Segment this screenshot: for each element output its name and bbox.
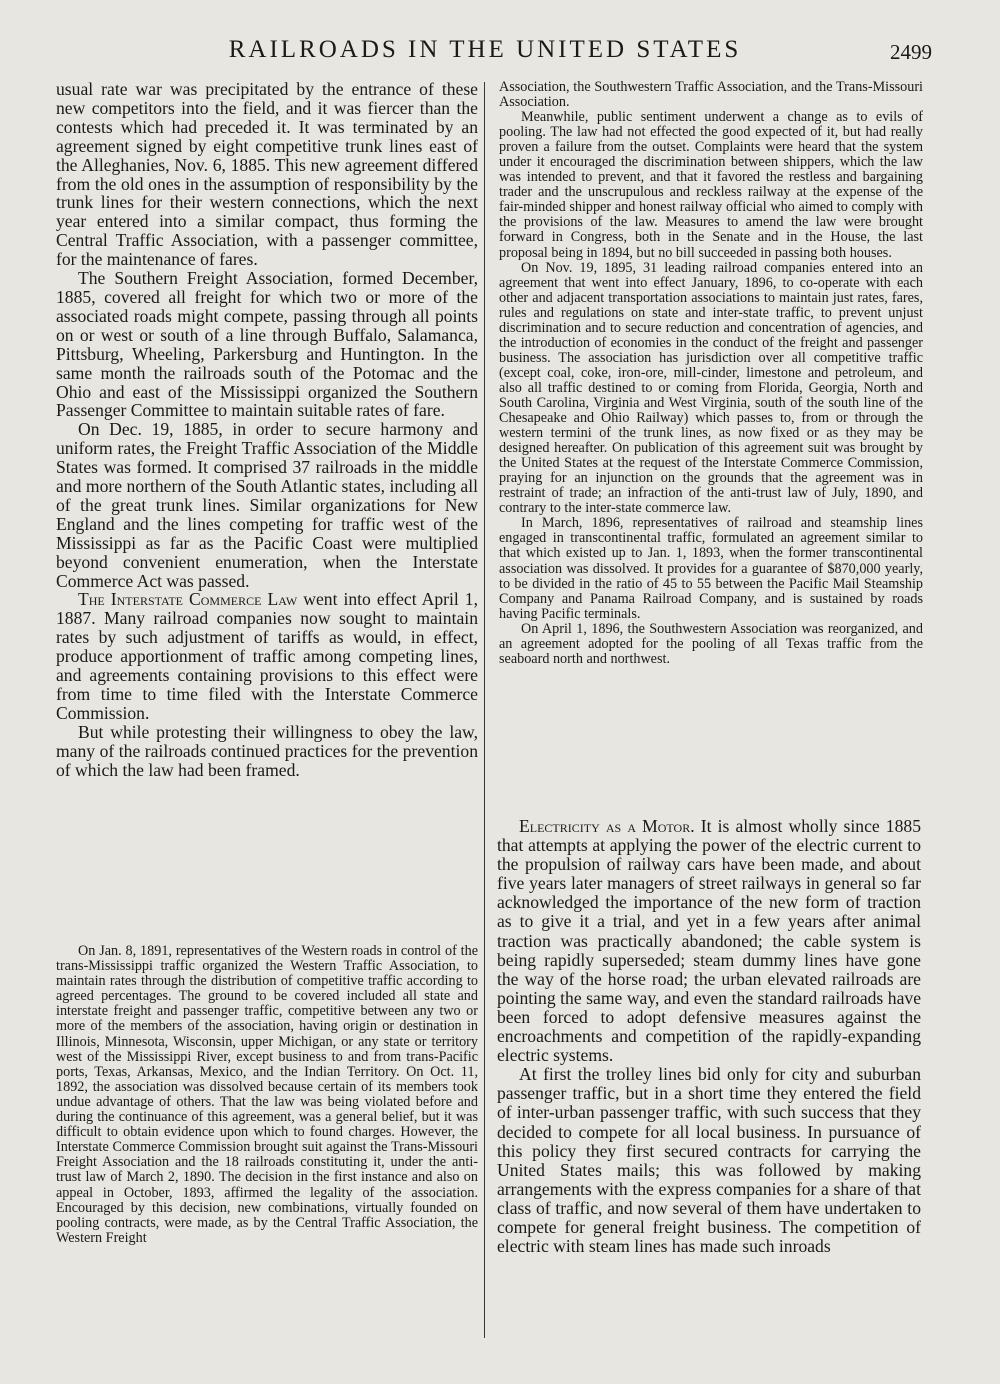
left-column-note <box>56 944 478 1246</box>
note-western-traffic: On Jan. 8, 1891, representatives of the Western roads in control of the trans-Mississippi traffic organized the Western Traffic Association, to maintain rates through the distribution of competitive traffic according to agreed percentages. The ground to be covered included all state and interstate freight and passenger traffic, competitive between any two or more of the members of the association, having origin or destination in Illinois, Minnesota, Wisconsin, upper Michigan, or any state or territory west of the Mississippi River, except business to and from trans-Pacific ports, Texas, Arkansas, Mexico, and the Indian Territory. On Oct. 11, 1892, the association was dissolved because certain of its members took undue advantage of others. That the law was being violated before and during the continuance of this agreement, was a general belief, but it was difficult to obtain evidence upon which to found charges. However, the Interstate Commerce Commission brought suit against the Trans-Missouri Freight Association and the 18 railroads constituting it, under the anti-trust law of March 2, 1890. The decision in the first instance and also on appeal in October, 1893, affirmed the legality of the association. Encouraged by this decision, new combinations, virtually founded on pooling contracts, were made, as by the Central Traffic Association, the Western Freight <box>56 943 478 1246</box>
note-association-continued: Association, the Southwestern Traffic Association, and the Trans-Missouri Association. <box>499 79 923 111</box>
running-head: RAILROADS IN THE UNITED STATES <box>228 36 742 63</box>
paragraph-middle-states: On Dec. 19, 1885, in order to secure harmony and uniform rates, the Freight Traffic Association of the Middle States was formed. It comprised 37 railroads in the middle and more northern of the South Atlantic states, including all of the great trunk lines. Similar organizations for New England and the lines competing for traffic west of the Mississippi as far as the Pacific Coast were multiplied beyond convenient enumeration, when the Interstate Commerce Act was passed. <box>56 419 478 591</box>
paragraph-interstate-law <box>56 590 478 722</box>
page-number: 2499 <box>890 40 932 64</box>
note-public-sentiment: Meanwhile, public sentiment underwent a change as to evils of pooling. The law had not effected the good expected of it, but had really proven a failure from the outset. Complaints were heard that the system under it encouraged the discrimination between shippers, which the law was intended to prevent, and that it favored the restless and bargaining trader and the unscrupulous and reckless railway at the expense of the fair-minded shipper and honest railway official who aimed to comply with the provisions of the law. Measures to amend the law were brought forward in Congress, both in the Senate and in the House, the last proposal being in 1894, but no bill succeeded in passing both houses. <box>499 109 923 261</box>
paragraph-southern-freight: The Southern Freight Association, formed December, 1885, covered all freight for which two or more of the associated roads might compete, passing through all points on or west or south of a line through Buffalo, Salamanca, Pittsburg, Wheeling, Parkersburg and Huntington. In the same month the railroads south of the Potomac and the Ohio and east of the Mississippi organized the Southern Passenger Committee to maintain suitable rates of fare. <box>56 268 478 421</box>
interstate-law-heading: The Interstate Commerce Law <box>78 589 298 610</box>
note-april-1896: On April 1, 1896, the Southwestern Association was reorganized, and an agreement adopted for the pooling of all Texas traffic from the seaboard north and northwest. <box>499 620 923 667</box>
paragraph-rate-war: usual rate war was precipitated by the entrance of these new competitors into the field, and it was fiercer than the contests which had preceded it. It was terminated by an agreement signed by eight competitive trunk lines east of the Alleghanies, Nov. 6, 1885. This new agreement differed from the old ones in the assumption of responsibility by the trunk lines for their western connections, which the next year entered into a similar compact, thus forming the Central Traffic Association, with a passenger committee, for the maintenance of fares. <box>56 79 478 270</box>
note-march-1896: In March, 1896, representatives of railroad and steamship lines engaged in transcontinental traffic, formulated an agreement similar to that which existed up to Jan. 1, 1893, when the former transcontinental association was dissolved. It provides for a guarantee of $870,000 yearly, to be divided in the ratio of 45 to 55 between the Pacific Mail Steamship Company and Panama Railroad Company, and is sustained by roads having Pacific terminals. <box>499 515 923 622</box>
note-nov-1895: On Nov. 19, 1895, 31 leading railroad companies entered into an agreement that went into effect January, 1896, to co-operate with each other and adjacent transportation associations to maintain just rates, fares, rules and regulations on state and inter-state traffic, to prevent unjust discrimination and to secure reduction and concentration of agencies, and the introduction of economies in the conduct of the freight and passenger business. The association has jurisdiction over all competitive traffic (except coal, coke, iron-ore, mill-cinder, limestone and petroleum, and also all traffic destined to or coming from Florida, Georgia, North and South Carolina, Virginia and West Virginia, south of the south line of the Chesapeake and Ohio Railway) which passes to, from or through the western termini of the trunk lines, as now fixed or as they may be designed hereafter. On publication of this agreement suit was brought by the United States at the request of the Interstate Commerce Commission, praying for an injunction on the grounds that the agreement was in restraint of trade; an infraction of the anti-trust law of July, 1890, and contrary to the inter-state commerce law. <box>499 259 923 517</box>
interstate-law-text: went into effect April 1, 1887. Many railroad companies now sought to maintain rates by such adjustment of tariffs as would, in effect, produce apportionment of traffic among competing lines, and agreements containing provisions to this effect were from time to time filed with the Interstate Commerce Commission. <box>56 589 478 723</box>
left-column-body <box>56 80 478 780</box>
electricity-text: It is almost wholly since 1885 that attempts at applying the power of the electric current to the propulsion of railway cars have been made, and about five years later managers of street railways in general so far acknowledged the importance of the new form of traction as to give it a trial, and yet in a few years after animal traction was practically abandoned; the cable system is being rapidly superseded; steam dummy lines have gone the way of the horse road; the urban elevated railroads are pointing the same way, and even the standard railroads have been forced to adopt defensive measures against the encroachments and competition of the rapidly-expanding electric systems. <box>497 816 921 1066</box>
right-column-body <box>497 817 921 1256</box>
paragraph-electricity <box>497 817 921 1065</box>
right-column-note <box>499 80 923 667</box>
paragraph-protesting: But while protesting their willingness to obey the law, many of the railroads continued practices for the prevention of which the law had been framed. <box>56 721 478 780</box>
paragraph-trolley: At first the trolley lines bid only for city and suburban passenger traffic, but in a short time they entered the field of inter-urban passenger traffic, with such success that they decided to compete for all local business. In pursuance of this policy they first secured contracts for carrying the United States mails; this was followed by making arrangements with the express companies for a share of that class of traffic, and now several of them have undertaken to compete for general freight business. The competition of electric with steam lines has made such inroads <box>497 1064 921 1257</box>
electricity-heading: Electricity as a Motor. <box>519 816 695 836</box>
column-divider <box>484 82 485 1338</box>
